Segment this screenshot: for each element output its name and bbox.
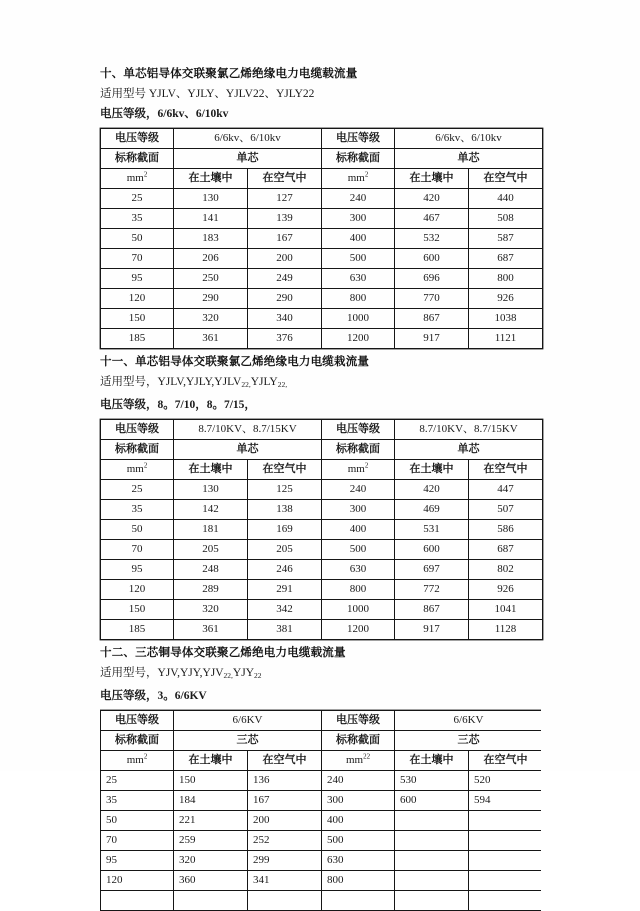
- cell-soil-left: 205: [174, 539, 248, 559]
- unit-label-right: $mm^2$: [322, 169, 395, 189]
- core-label-left: 单芯: [174, 149, 322, 169]
- cell-size-right: 400: [322, 519, 395, 539]
- cell-soil-right: 867: [395, 599, 469, 619]
- cell-air-right: 687: [469, 249, 543, 269]
- cell-soil-right: [395, 830, 469, 850]
- table-row: [101, 870, 542, 890]
- cell-soil-right: 697: [395, 559, 469, 579]
- table-row: [101, 269, 543, 289]
- cell-air-left: 205: [248, 539, 322, 559]
- table-row: [101, 479, 543, 499]
- cell-size-left: 35: [101, 499, 174, 519]
- cell-size-right: 800: [322, 870, 395, 890]
- column-air-right: 在空气中: [469, 169, 543, 189]
- cell-air-left: 139: [248, 209, 322, 229]
- cell-size-left: 120: [101, 289, 174, 309]
- table-header-row-units: [101, 750, 542, 770]
- cell-soil-left: 361: [174, 329, 248, 349]
- cell-size-right: 400: [322, 229, 395, 249]
- cell-air-right: 594: [469, 790, 541, 810]
- cell-soil-right: [395, 850, 469, 870]
- table-header-row-units: [101, 169, 543, 189]
- cell-soil-left: 142: [174, 499, 248, 519]
- voltage-label-left: 电压等级: [101, 129, 174, 149]
- table-row: [101, 249, 543, 269]
- cell-size-left: 50: [101, 229, 174, 249]
- cell-air-right: 508: [469, 209, 543, 229]
- cell-air-left: 376: [248, 329, 322, 349]
- cell-soil-left: 181: [174, 519, 248, 539]
- unit-label-left: $mm^2$: [101, 750, 174, 770]
- cell-soil-right: 600: [395, 249, 469, 269]
- cell-size-left: [101, 890, 174, 910]
- table-row: [101, 790, 542, 810]
- cell-size-left: 70: [101, 830, 174, 850]
- document-content: [100, 64, 541, 911]
- cell-soil-right: [395, 890, 469, 910]
- cell-size-left: 150: [101, 309, 174, 329]
- cell-air-left: 291: [248, 579, 322, 599]
- cell-size-right: 800: [322, 289, 395, 309]
- cell-soil-right: 600: [395, 790, 469, 810]
- cell-size-left: 120: [101, 579, 174, 599]
- column-soil-left: 在土壤中: [174, 169, 248, 189]
- section-12: [100, 643, 541, 911]
- cell-size-right: 300: [322, 499, 395, 519]
- section-label-right: 标称截面: [322, 730, 395, 750]
- table-row: [101, 229, 543, 249]
- cell-soil-right: 467: [395, 209, 469, 229]
- section-voltage-line: 电压等级，3。6/6KV: [100, 689, 207, 702]
- cell-size-right: 500: [322, 830, 395, 850]
- cell-soil-left: 248: [174, 559, 248, 579]
- table-header-row-core: [101, 149, 543, 169]
- cell-air-left: 252: [248, 830, 322, 850]
- cell-air-left: 381: [248, 619, 322, 639]
- voltage-label-right: 电压等级: [322, 710, 395, 730]
- cell-soil-right: 600: [395, 539, 469, 559]
- cell-air-left: 125: [248, 479, 322, 499]
- cell-air-right: 440: [469, 189, 543, 209]
- cell-soil-left: 289: [174, 579, 248, 599]
- cell-size-right: 1000: [322, 309, 395, 329]
- column-soil-right: 在土壤中: [395, 459, 469, 479]
- cell-soil-right: 917: [395, 329, 469, 349]
- cell-soil-left: 360: [174, 870, 248, 890]
- model-value: $YJV,YJY,YJV_{22,}YJY_{22}$: [157, 666, 262, 680]
- core-label-left: 单芯: [174, 439, 322, 459]
- section-label-right: 标称截面: [322, 149, 395, 169]
- cell-air-right: 1041: [469, 599, 543, 619]
- cell-size-left: 185: [101, 619, 174, 639]
- table-row: [101, 189, 543, 209]
- cell-soil-right: 532: [395, 229, 469, 249]
- section-model-line: 适用型号 YJLV、YJLY、YJLV22、YJLY22: [100, 88, 315, 100]
- cable-table-11: [100, 419, 543, 640]
- cell-size-right: 630: [322, 559, 395, 579]
- table-row: [101, 770, 542, 790]
- cell-size-left: 120: [101, 870, 174, 890]
- cell-air-right: 520: [469, 770, 541, 790]
- table-row: [101, 539, 543, 559]
- table-header-row-voltage: [101, 710, 542, 730]
- cell-size-right: 500: [322, 249, 395, 269]
- section-10: [100, 64, 541, 352]
- column-air-left: 在空气中: [248, 750, 322, 770]
- cell-size-left: 95: [101, 850, 174, 870]
- cell-size-left: 95: [101, 269, 174, 289]
- cell-size-left: 150: [101, 599, 174, 619]
- cell-soil-left: 150: [174, 770, 248, 790]
- column-air-left: 在空气中: [248, 169, 322, 189]
- cell-soil-left: 221: [174, 810, 248, 830]
- section-title: 十二、三芯铜导体交联聚乙烯绝电力电缆载流量: [100, 646, 346, 659]
- cell-air-left: 138: [248, 499, 322, 519]
- core-label-right: 三芯: [395, 730, 541, 750]
- cell-size-left: 50: [101, 519, 174, 539]
- cell-soil-left: 206: [174, 249, 248, 269]
- section-voltage-line: 电压等级，6/6kv、6/10kv: [100, 108, 229, 120]
- cell-soil-left: 320: [174, 850, 248, 870]
- unit-label-right: $mm^2$: [322, 459, 395, 479]
- cell-soil-right: [395, 870, 469, 890]
- table-row: [101, 309, 543, 329]
- voltage-label-left: 电压等级: [101, 419, 174, 439]
- cell-air-left: 167: [248, 790, 322, 810]
- cell-soil-left: 250: [174, 269, 248, 289]
- cell-soil-left: 130: [174, 189, 248, 209]
- table-row: [101, 559, 543, 579]
- voltage-value-right: 6/6KV: [395, 710, 541, 730]
- cell-soil-right: 420: [395, 479, 469, 499]
- cell-air-right: 587: [469, 229, 543, 249]
- cell-air-left: 341: [248, 870, 322, 890]
- table-row: [101, 289, 543, 309]
- cell-size-left: 25: [101, 770, 174, 790]
- cell-size-left: 35: [101, 209, 174, 229]
- cell-air-right: [469, 870, 541, 890]
- cell-soil-left: 320: [174, 309, 248, 329]
- core-label-left: 三芯: [174, 730, 322, 750]
- cell-soil-right: 772: [395, 579, 469, 599]
- table-row: [101, 619, 543, 639]
- cell-air-left: 169: [248, 519, 322, 539]
- section-voltage-line: 电压等级，8。7/10，8。7/15，: [100, 398, 256, 411]
- voltage-value-right: 6/6kv、6/10kv: [395, 129, 543, 149]
- section-model-line: [100, 372, 541, 395]
- cell-size-right: 1000: [322, 599, 395, 619]
- cell-soil-left: 183: [174, 229, 248, 249]
- cell-air-left: 246: [248, 559, 322, 579]
- cell-soil-left: [174, 890, 248, 910]
- unit-label-right: $mm^{22}$: [322, 750, 395, 770]
- cell-size-left: 25: [101, 479, 174, 499]
- cell-size-left: 70: [101, 539, 174, 559]
- column-air-right: 在空气中: [469, 459, 543, 479]
- voltage-label-right: 电压等级: [322, 129, 395, 149]
- cell-soil-left: 361: [174, 619, 248, 639]
- cell-air-right: [469, 890, 541, 910]
- cell-air-right: [469, 850, 541, 870]
- cell-size-right: 240: [322, 479, 395, 499]
- cell-air-right: 1128: [469, 619, 543, 639]
- table-row: [101, 810, 542, 830]
- table-row: [101, 499, 543, 519]
- cell-size-left: 95: [101, 559, 174, 579]
- voltage-value-right: 8.7/10KV、8.7/15KV: [395, 419, 543, 439]
- section-label-left: 标称截面: [101, 439, 174, 459]
- unit-label-left: $mm^2$: [101, 459, 174, 479]
- cell-air-left: 290: [248, 289, 322, 309]
- cell-size-left: 185: [101, 329, 174, 349]
- table-header-row-units: [101, 459, 543, 479]
- section-11: [100, 352, 541, 643]
- cell-size-left: 35: [101, 790, 174, 810]
- section-title: 十、单芯铝导体交联聚氯乙烯绝缘电力电缆载流量: [100, 68, 358, 80]
- cell-size-left: 50: [101, 810, 174, 830]
- cell-air-left: 167: [248, 229, 322, 249]
- cell-air-right: 926: [469, 289, 543, 309]
- cell-size-right: 300: [322, 790, 395, 810]
- unit-label-left: $mm^2$: [101, 169, 174, 189]
- model-label: 适用型号，: [100, 666, 158, 679]
- cell-soil-left: 290: [174, 289, 248, 309]
- table-row: [101, 599, 543, 619]
- voltage-value-left: 6/6kv、6/10kv: [174, 129, 322, 149]
- section-label-right: 标称截面: [322, 439, 395, 459]
- core-label-right: 单芯: [395, 149, 543, 169]
- cell-size-right: 630: [322, 269, 395, 289]
- table-header-row-voltage: [101, 129, 543, 149]
- column-air-right: 在空气中: [469, 750, 541, 770]
- table-header-row-core: [101, 730, 542, 750]
- cell-size-left: 70: [101, 249, 174, 269]
- table-row: [101, 329, 543, 349]
- cell-air-right: 586: [469, 519, 543, 539]
- cell-air-left: 200: [248, 810, 322, 830]
- cell-air-right: [469, 810, 541, 830]
- cell-air-left: 136: [248, 770, 322, 790]
- cell-air-left: 340: [248, 309, 322, 329]
- cell-soil-right: 469: [395, 499, 469, 519]
- section-label-left: 标称截面: [101, 730, 174, 750]
- cell-soil-right: 530: [395, 770, 469, 790]
- table-row: [101, 830, 542, 850]
- cell-size-right: 1200: [322, 329, 395, 349]
- cable-table-12: [100, 710, 541, 911]
- table-header-row-core: [101, 439, 543, 459]
- voltage-value-left: 6/6KV: [174, 710, 322, 730]
- cell-air-left: 342: [248, 599, 322, 619]
- cell-air-right: 507: [469, 499, 543, 519]
- cell-air-left: 299: [248, 850, 322, 870]
- cell-air-right: [469, 830, 541, 850]
- cell-air-right: 687: [469, 539, 543, 559]
- table-row: [101, 890, 542, 910]
- cell-size-right: 630: [322, 850, 395, 870]
- column-soil-right: 在土壤中: [395, 169, 469, 189]
- cell-size-right: 1200: [322, 619, 395, 639]
- table-row: [101, 519, 543, 539]
- cell-soil-right: [395, 810, 469, 830]
- cell-size-right: 300: [322, 209, 395, 229]
- cell-soil-left: 259: [174, 830, 248, 850]
- section-label-left: 标称截面: [101, 149, 174, 169]
- cell-size-right: 500: [322, 539, 395, 559]
- cell-soil-right: 420: [395, 189, 469, 209]
- cell-soil-right: 696: [395, 269, 469, 289]
- section-model-line: [100, 663, 541, 686]
- cell-air-left: 127: [248, 189, 322, 209]
- table-row: [101, 209, 543, 229]
- cell-soil-left: 141: [174, 209, 248, 229]
- cell-air-right: 926: [469, 579, 543, 599]
- cell-soil-left: 320: [174, 599, 248, 619]
- cell-air-left: 249: [248, 269, 322, 289]
- cell-size-right: 400: [322, 810, 395, 830]
- cell-soil-left: 130: [174, 479, 248, 499]
- cell-size-left: 25: [101, 189, 174, 209]
- table-header-row-voltage: [101, 419, 543, 439]
- column-soil-left: 在土壤中: [174, 750, 248, 770]
- cell-soil-right: 917: [395, 619, 469, 639]
- column-soil-right: 在土壤中: [395, 750, 469, 770]
- cell-air-right: 447: [469, 479, 543, 499]
- voltage-label-right: 电压等级: [322, 419, 395, 439]
- cell-soil-right: 531: [395, 519, 469, 539]
- model-value: $YJLV,YJLY,YJLV_{22,}YJLY_{22,}$: [157, 376, 288, 389]
- table-row: [101, 850, 542, 870]
- voltage-label-left: 电压等级: [101, 710, 174, 730]
- column-air-left: 在空气中: [248, 459, 322, 479]
- table-row: [101, 579, 543, 599]
- cell-size-right: [322, 890, 395, 910]
- cell-soil-right: 867: [395, 309, 469, 329]
- cell-air-right: 1121: [469, 329, 543, 349]
- cell-soil-left: 184: [174, 790, 248, 810]
- section-title: 十一、单芯铝导体交联聚氯乙烯绝缘电力电缆栽流量: [100, 356, 370, 368]
- cell-air-right: 1038: [469, 309, 543, 329]
- cell-size-right: 240: [322, 770, 395, 790]
- cell-air-left: 200: [248, 249, 322, 269]
- cell-air-right: 800: [469, 269, 543, 289]
- cell-air-right: 802: [469, 559, 543, 579]
- cable-table-10: [100, 128, 543, 349]
- model-label: 适用型号，: [100, 376, 158, 388]
- column-soil-left: 在土壤中: [174, 459, 248, 479]
- cell-soil-right: 770: [395, 289, 469, 309]
- cell-size-right: 800: [322, 579, 395, 599]
- cell-size-right: 240: [322, 189, 395, 209]
- cell-air-left: [248, 890, 322, 910]
- core-label-right: 单芯: [395, 439, 543, 459]
- voltage-value-left: 8.7/10KV、8.7/15KV: [174, 419, 322, 439]
